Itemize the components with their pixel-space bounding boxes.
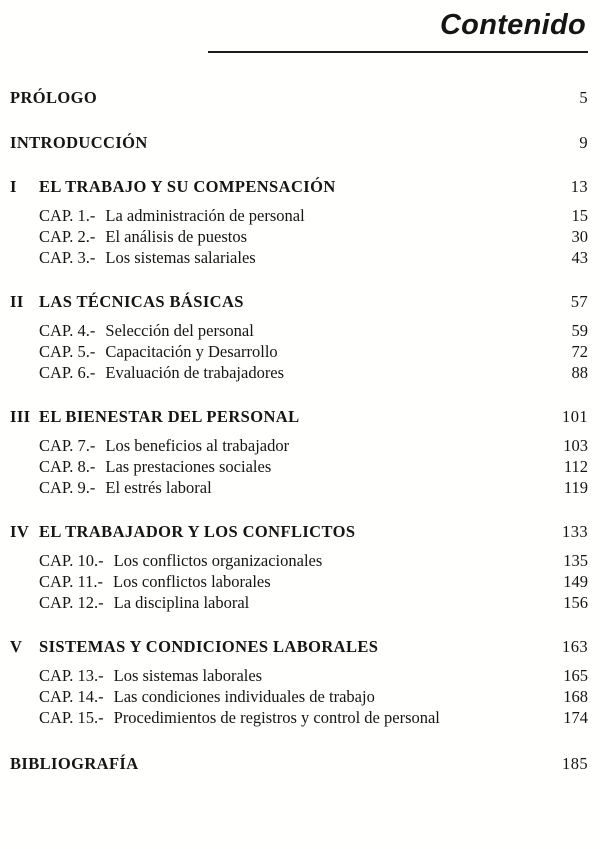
section-heading (10, 636, 588, 657)
chapter-prefix: CAP. 15.- (39, 708, 104, 727)
toc-entry-page: 185 (562, 754, 588, 773)
chapter-prefix: CAP. 8.- (39, 457, 96, 476)
toc-section (10, 176, 588, 268)
section-heading (10, 176, 588, 197)
section-heading (10, 406, 588, 427)
toc-front-entry (10, 87, 588, 108)
chapter-prefix: CAP. 5.- (39, 342, 96, 361)
section-numeral: II (10, 292, 24, 311)
chapter-row (10, 707, 588, 728)
chapter-row (10, 205, 588, 226)
chapter-prefix: CAP. 2.- (39, 227, 96, 246)
section-heading (10, 291, 588, 312)
toc-back-entry (10, 753, 588, 774)
chapter-title: Procedimientos de registros y control de personal (113, 708, 440, 727)
chapter-row (10, 477, 588, 498)
chapter-title: Las condiciones individuales de trabajo (113, 687, 375, 706)
chapter-prefix: CAP. 12.- (39, 593, 104, 612)
toc-entry-page: 5 (579, 88, 588, 107)
chapter-page: 156 (563, 593, 588, 612)
chapter-page: 119 (563, 478, 588, 497)
toc-entry-label: INTRODUCCIÓN (10, 133, 148, 152)
toc-section (10, 291, 588, 383)
toc-entry-label: BIBLIOGRAFÍA (10, 754, 139, 773)
chapter-prefix: CAP. 6.- (39, 363, 96, 382)
section-numeral: I (10, 177, 17, 196)
section-numeral: IV (10, 522, 30, 541)
chapter-prefix: CAP. 9.- (39, 478, 96, 497)
chapter-prefix: CAP. 7.- (39, 436, 96, 455)
chapter-page: 165 (563, 666, 588, 685)
chapter-page: 174 (563, 708, 588, 727)
chapter-page: 43 (571, 248, 588, 267)
toc-front-entry (10, 132, 588, 153)
chapter-title: Los sistemas salariales (105, 248, 256, 267)
section-numeral: V (10, 637, 23, 656)
chapter-prefix: CAP. 10.- (39, 551, 104, 570)
section-heading (10, 521, 588, 542)
chapter-title: Los beneficios al trabajador (105, 436, 290, 455)
chapter-title: Los sistemas laborales (113, 666, 263, 685)
chapter-title: Selección del personal (105, 321, 254, 340)
section-page: 163 (562, 637, 588, 656)
chapter-prefix: CAP. 11.- (39, 572, 104, 591)
chapter-prefix: CAP. 1.- (39, 206, 96, 225)
chapter-page: 168 (563, 687, 588, 706)
chapter-page: 72 (571, 342, 588, 361)
chapter-page: 15 (571, 206, 588, 225)
section-page: 101 (562, 407, 588, 426)
chapter-page: 149 (563, 572, 588, 591)
section-numeral: III (10, 407, 31, 426)
toc-entry-page: 9 (579, 133, 588, 152)
chapter-row (10, 456, 588, 477)
chapter-row (10, 571, 588, 592)
chapter-row (10, 226, 588, 247)
chapter-title: La administración de personal (105, 206, 305, 225)
section-title: EL TRABAJO Y SU COMPENSACIÓN (39, 177, 336, 196)
chapter-prefix: CAP. 4.- (39, 321, 96, 340)
section-page: 57 (570, 292, 588, 311)
section-page: 133 (562, 522, 588, 541)
page-title: Contenido (439, 9, 586, 41)
section-title: LAS TÉCNICAS BÁSICAS (39, 292, 244, 311)
title-underline (208, 51, 588, 53)
chapter-page: 88 (571, 363, 588, 382)
chapter-title: El análisis de puestos (105, 227, 247, 246)
chapter-page: 30 (571, 227, 588, 246)
chapter-page: 135 (563, 551, 588, 570)
chapter-title: Los conflictos organizacionales (113, 551, 323, 570)
chapter-row (10, 362, 588, 383)
chapter-title: La disciplina laboral (113, 593, 250, 612)
chapter-row (10, 320, 588, 341)
chapter-title: Evaluación de trabajadores (105, 363, 285, 382)
chapter-row (10, 435, 588, 456)
toc-section (10, 406, 588, 498)
chapter-row (10, 592, 588, 613)
section-title: EL BIENESTAR DEL PERSONAL (39, 407, 300, 426)
section-title: EL TRABAJADOR Y LOS CONFLICTOS (39, 522, 356, 541)
chapter-prefix: CAP. 14.- (39, 687, 104, 706)
chapter-title: Los conflictos laborales (113, 572, 271, 591)
chapter-row (10, 665, 588, 686)
chapter-title: El estrés laboral (105, 478, 212, 497)
chapter-row (10, 686, 588, 707)
chapter-row (10, 550, 588, 571)
toc-entry-label: PRÓLOGO (10, 88, 98, 107)
toc-section (10, 521, 588, 613)
chapter-row (10, 247, 588, 268)
chapter-page: 112 (563, 457, 588, 476)
chapter-title: Las prestaciones sociales (105, 457, 272, 476)
chapter-row (10, 341, 588, 362)
chapter-page: 59 (571, 321, 588, 340)
section-page: 13 (570, 177, 588, 196)
toc-section (10, 636, 588, 728)
section-title: SISTEMAS Y CONDICIONES LABORALES (39, 637, 379, 656)
chapter-title: Capacitación y Desarrollo (105, 342, 278, 361)
chapter-page: 103 (563, 436, 588, 455)
chapter-prefix: CAP. 3.- (39, 248, 96, 267)
chapter-prefix: CAP. 13.- (39, 666, 104, 685)
